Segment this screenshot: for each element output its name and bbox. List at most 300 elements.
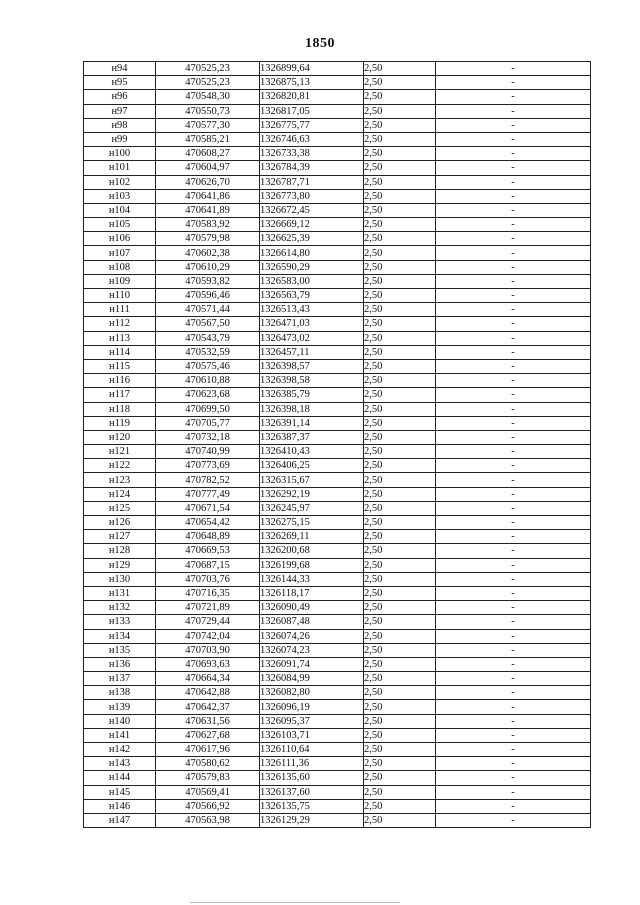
- description-cell: -: [436, 445, 591, 459]
- x-coordinate-cell: 470575,46: [156, 359, 260, 373]
- description-cell: -: [436, 686, 591, 700]
- description-cell: -: [436, 203, 591, 217]
- y-coordinate-cell: 1326090,49: [260, 601, 364, 615]
- table-row: [84, 62, 591, 76]
- point-id-cell: н113: [84, 331, 156, 345]
- y-coordinate-cell: 1326118,17: [260, 586, 364, 600]
- description-cell: -: [436, 657, 591, 671]
- accuracy-cell: 2,50: [364, 246, 436, 260]
- table-row: [84, 686, 591, 700]
- accuracy-cell: 2,50: [364, 289, 436, 303]
- point-id-cell: н145: [84, 785, 156, 799]
- y-coordinate-cell: 1326746,63: [260, 132, 364, 146]
- accuracy-cell: 2,50: [364, 430, 436, 444]
- y-coordinate-cell: 1326614,80: [260, 246, 364, 260]
- y-coordinate-cell: 1326200,68: [260, 544, 364, 558]
- x-coordinate-cell: 470580,62: [156, 757, 260, 771]
- accuracy-cell: 2,50: [364, 473, 436, 487]
- accuracy-cell: 2,50: [364, 203, 436, 217]
- x-coordinate-cell: 470687,15: [156, 558, 260, 572]
- description-cell: -: [436, 246, 591, 260]
- y-coordinate-cell: 1326292,19: [260, 487, 364, 501]
- accuracy-cell: 2,50: [364, 274, 436, 288]
- description-cell: -: [436, 359, 591, 373]
- point-id-cell: н138: [84, 686, 156, 700]
- point-id-cell: н130: [84, 572, 156, 586]
- point-id-cell: н146: [84, 799, 156, 813]
- y-coordinate-cell: 1326385,79: [260, 388, 364, 402]
- accuracy-cell: 2,50: [364, 501, 436, 515]
- point-id-cell: н120: [84, 430, 156, 444]
- description-cell: -: [436, 289, 591, 303]
- y-coordinate-cell: 1326387,37: [260, 430, 364, 444]
- accuracy-cell: 2,50: [364, 700, 436, 714]
- y-coordinate-cell: 1326095,37: [260, 714, 364, 728]
- x-coordinate-cell: 470716,35: [156, 586, 260, 600]
- x-coordinate-cell: 470773,69: [156, 459, 260, 473]
- point-id-cell: н124: [84, 487, 156, 501]
- x-coordinate-cell: 470703,90: [156, 643, 260, 657]
- accuracy-cell: 2,50: [364, 331, 436, 345]
- y-coordinate-cell: 1326110,64: [260, 743, 364, 757]
- point-id-cell: н144: [84, 771, 156, 785]
- description-cell: -: [436, 700, 591, 714]
- accuracy-cell: 2,50: [364, 813, 436, 827]
- table-row: [84, 289, 591, 303]
- accuracy-cell: 2,50: [364, 416, 436, 430]
- x-coordinate-cell: 470641,86: [156, 189, 260, 203]
- accuracy-cell: 2,50: [364, 132, 436, 146]
- accuracy-cell: 2,50: [364, 345, 436, 359]
- point-id-cell: н135: [84, 643, 156, 657]
- table-row: [84, 672, 591, 686]
- y-coordinate-cell: 1326398,57: [260, 359, 364, 373]
- description-cell: -: [436, 799, 591, 813]
- description-cell: -: [436, 374, 591, 388]
- description-cell: -: [436, 430, 591, 444]
- x-coordinate-cell: 470596,46: [156, 289, 260, 303]
- y-coordinate-cell: 1326471,03: [260, 317, 364, 331]
- y-coordinate-cell: 1326773,80: [260, 189, 364, 203]
- x-coordinate-cell: 470548,30: [156, 90, 260, 104]
- description-cell: -: [436, 90, 591, 104]
- y-coordinate-cell: 1326074,26: [260, 629, 364, 643]
- x-coordinate-cell: 470610,88: [156, 374, 260, 388]
- table-row: [84, 359, 591, 373]
- accuracy-cell: 2,50: [364, 76, 436, 90]
- table-row: [84, 388, 591, 402]
- accuracy-cell: 2,50: [364, 232, 436, 246]
- description-cell: -: [436, 757, 591, 771]
- table-row: [84, 189, 591, 203]
- accuracy-cell: 2,50: [364, 672, 436, 686]
- y-coordinate-cell: 1326457,11: [260, 345, 364, 359]
- x-coordinate-cell: 470648,89: [156, 530, 260, 544]
- table-row: [84, 175, 591, 189]
- description-cell: -: [436, 743, 591, 757]
- x-coordinate-cell: 470617,96: [156, 743, 260, 757]
- accuracy-cell: 2,50: [364, 374, 436, 388]
- point-id-cell: н96: [84, 90, 156, 104]
- accuracy-cell: 2,50: [364, 189, 436, 203]
- y-coordinate-cell: 1326398,58: [260, 374, 364, 388]
- point-id-cell: н142: [84, 743, 156, 757]
- table-row: [84, 799, 591, 813]
- y-coordinate-cell: 1326087,48: [260, 615, 364, 629]
- x-coordinate-cell: 470583,92: [156, 218, 260, 232]
- y-coordinate-cell: 1326135,60: [260, 771, 364, 785]
- accuracy-cell: 2,50: [364, 516, 436, 530]
- accuracy-cell: 2,50: [364, 615, 436, 629]
- table-row: [84, 90, 591, 104]
- accuracy-cell: 2,50: [364, 714, 436, 728]
- description-cell: -: [436, 147, 591, 161]
- table-row: [84, 643, 591, 657]
- x-coordinate-cell: 470604,97: [156, 161, 260, 175]
- x-coordinate-cell: 470729,44: [156, 615, 260, 629]
- x-coordinate-cell: 470693,63: [156, 657, 260, 671]
- y-coordinate-cell: 1326315,67: [260, 473, 364, 487]
- y-coordinate-cell: 1326563,79: [260, 289, 364, 303]
- table-row: [84, 218, 591, 232]
- description-cell: -: [436, 132, 591, 146]
- x-coordinate-cell: 470550,73: [156, 104, 260, 118]
- point-id-cell: н112: [84, 317, 156, 331]
- y-coordinate-cell: 1326269,11: [260, 530, 364, 544]
- point-id-cell: н140: [84, 714, 156, 728]
- description-cell: -: [436, 530, 591, 544]
- table-row: [84, 771, 591, 785]
- x-coordinate-cell: 470703,76: [156, 572, 260, 586]
- description-cell: -: [436, 118, 591, 132]
- point-id-cell: н116: [84, 374, 156, 388]
- point-id-cell: н109: [84, 274, 156, 288]
- accuracy-cell: 2,50: [364, 402, 436, 416]
- point-id-cell: н126: [84, 516, 156, 530]
- accuracy-cell: 2,50: [364, 643, 436, 657]
- accuracy-cell: 2,50: [364, 459, 436, 473]
- accuracy-cell: 2,50: [364, 586, 436, 600]
- description-cell: -: [436, 388, 591, 402]
- table-row: [84, 586, 591, 600]
- accuracy-cell: 2,50: [364, 657, 436, 671]
- x-coordinate-cell: 470671,54: [156, 501, 260, 515]
- point-id-cell: н95: [84, 76, 156, 90]
- accuracy-cell: 2,50: [364, 260, 436, 274]
- point-id-cell: н107: [84, 246, 156, 260]
- table-row: [84, 104, 591, 118]
- x-coordinate-cell: 470571,44: [156, 303, 260, 317]
- description-cell: -: [436, 714, 591, 728]
- y-coordinate-cell: 1326784,39: [260, 161, 364, 175]
- description-cell: -: [436, 331, 591, 345]
- x-coordinate-cell: 470563,98: [156, 813, 260, 827]
- point-id-cell: н106: [84, 232, 156, 246]
- table-row: [84, 430, 591, 444]
- table-row: [84, 657, 591, 671]
- point-id-cell: н136: [84, 657, 156, 671]
- x-coordinate-cell: 470669,53: [156, 544, 260, 558]
- description-cell: -: [436, 643, 591, 657]
- y-coordinate-cell: 1326875,13: [260, 76, 364, 90]
- table-row: [84, 118, 591, 132]
- description-cell: -: [436, 62, 591, 76]
- accuracy-cell: 2,50: [364, 530, 436, 544]
- table-row: [84, 601, 591, 615]
- description-cell: -: [436, 601, 591, 615]
- table-row: [84, 132, 591, 146]
- page-number: 1850: [305, 36, 335, 51]
- point-id-cell: н100: [84, 147, 156, 161]
- table-row: [84, 147, 591, 161]
- point-id-cell: н105: [84, 218, 156, 232]
- table-row: [84, 345, 591, 359]
- point-id-cell: н118: [84, 402, 156, 416]
- table-row: [84, 558, 591, 572]
- x-coordinate-cell: 470566,92: [156, 799, 260, 813]
- y-coordinate-cell: 1326410,43: [260, 445, 364, 459]
- table-row: [84, 260, 591, 274]
- accuracy-cell: 2,50: [364, 388, 436, 402]
- x-coordinate-cell: 470664,34: [156, 672, 260, 686]
- description-cell: -: [436, 771, 591, 785]
- accuracy-cell: 2,50: [364, 62, 436, 76]
- y-coordinate-cell: 1326082,80: [260, 686, 364, 700]
- description-cell: -: [436, 161, 591, 175]
- y-coordinate-cell: 1326787,71: [260, 175, 364, 189]
- x-coordinate-cell: 470782,52: [156, 473, 260, 487]
- accuracy-cell: 2,50: [364, 147, 436, 161]
- x-coordinate-cell: 470705,77: [156, 416, 260, 430]
- accuracy-cell: 2,50: [364, 218, 436, 232]
- point-id-cell: н123: [84, 473, 156, 487]
- point-id-cell: н117: [84, 388, 156, 402]
- table-row: [84, 402, 591, 416]
- point-id-cell: н121: [84, 445, 156, 459]
- x-coordinate-cell: 470610,29: [156, 260, 260, 274]
- y-coordinate-cell: 1326473,02: [260, 331, 364, 345]
- y-coordinate-cell: 1326091,74: [260, 657, 364, 671]
- point-id-cell: н102: [84, 175, 156, 189]
- table-row: [84, 445, 591, 459]
- table-row: [84, 487, 591, 501]
- description-cell: -: [436, 416, 591, 430]
- y-coordinate-cell: 1326406,25: [260, 459, 364, 473]
- y-coordinate-cell: 1326137,60: [260, 785, 364, 799]
- table-row: [84, 714, 591, 728]
- x-coordinate-cell: 470579,98: [156, 232, 260, 246]
- y-coordinate-cell: 1326625,39: [260, 232, 364, 246]
- description-cell: -: [436, 175, 591, 189]
- description-cell: -: [436, 728, 591, 742]
- y-coordinate-cell: 1326583,00: [260, 274, 364, 288]
- x-coordinate-cell: 470579,83: [156, 771, 260, 785]
- table-row: [84, 416, 591, 430]
- table-row: [84, 629, 591, 643]
- x-coordinate-cell: 470608,27: [156, 147, 260, 161]
- description-cell: -: [436, 274, 591, 288]
- table-row: [84, 374, 591, 388]
- point-id-cell: н129: [84, 558, 156, 572]
- table-row: [84, 331, 591, 345]
- y-coordinate-cell: 1326513,43: [260, 303, 364, 317]
- point-id-cell: н131: [84, 586, 156, 600]
- accuracy-cell: 2,50: [364, 799, 436, 813]
- y-coordinate-cell: 1326669,12: [260, 218, 364, 232]
- point-id-cell: н115: [84, 359, 156, 373]
- x-coordinate-cell: 470740,99: [156, 445, 260, 459]
- description-cell: -: [436, 473, 591, 487]
- table-row: [84, 572, 591, 586]
- y-coordinate-cell: 1326817,05: [260, 104, 364, 118]
- accuracy-cell: 2,50: [364, 445, 436, 459]
- accuracy-cell: 2,50: [364, 785, 436, 799]
- y-coordinate-cell: 1326103,71: [260, 728, 364, 742]
- point-id-cell: н99: [84, 132, 156, 146]
- accuracy-cell: 2,50: [364, 303, 436, 317]
- x-coordinate-cell: 470567,50: [156, 317, 260, 331]
- description-cell: -: [436, 544, 591, 558]
- point-id-cell: н143: [84, 757, 156, 771]
- point-id-cell: н137: [84, 672, 156, 686]
- point-id-cell: н132: [84, 601, 156, 615]
- point-id-cell: н125: [84, 501, 156, 515]
- accuracy-cell: 2,50: [364, 629, 436, 643]
- y-coordinate-cell: 1326590,29: [260, 260, 364, 274]
- y-coordinate-cell: 1326391,14: [260, 416, 364, 430]
- y-coordinate-cell: 1326129,29: [260, 813, 364, 827]
- scan-edge-line: [190, 902, 400, 903]
- table-row: [84, 317, 591, 331]
- y-coordinate-cell: 1326096,19: [260, 700, 364, 714]
- point-id-cell: н147: [84, 813, 156, 827]
- description-cell: -: [436, 345, 591, 359]
- x-coordinate-cell: 470543,79: [156, 331, 260, 345]
- table-row: [84, 813, 591, 827]
- accuracy-cell: 2,50: [364, 90, 436, 104]
- x-coordinate-cell: 470626,70: [156, 175, 260, 189]
- x-coordinate-cell: 470777,49: [156, 487, 260, 501]
- x-coordinate-cell: 470641,89: [156, 203, 260, 217]
- point-id-cell: н133: [84, 615, 156, 629]
- accuracy-cell: 2,50: [364, 728, 436, 742]
- table-row: [84, 303, 591, 317]
- table-row: [84, 161, 591, 175]
- point-id-cell: н94: [84, 62, 156, 76]
- description-cell: -: [436, 516, 591, 530]
- point-id-cell: н103: [84, 189, 156, 203]
- description-cell: -: [436, 501, 591, 515]
- x-coordinate-cell: 470623,68: [156, 388, 260, 402]
- y-coordinate-cell: 1326275,15: [260, 516, 364, 530]
- table-row: [84, 473, 591, 487]
- table-row: [84, 274, 591, 288]
- table-row: [84, 544, 591, 558]
- point-id-cell: н139: [84, 700, 156, 714]
- description-cell: -: [436, 76, 591, 90]
- table-row: [84, 700, 591, 714]
- accuracy-cell: 2,50: [364, 572, 436, 586]
- description-cell: -: [436, 189, 591, 203]
- y-coordinate-cell: 1326245,97: [260, 501, 364, 515]
- accuracy-cell: 2,50: [364, 175, 436, 189]
- description-cell: -: [436, 232, 591, 246]
- accuracy-cell: 2,50: [364, 359, 436, 373]
- table-row: [84, 728, 591, 742]
- point-id-cell: н104: [84, 203, 156, 217]
- x-coordinate-cell: 470593,82: [156, 274, 260, 288]
- point-id-cell: н101: [84, 161, 156, 175]
- table-row: [84, 76, 591, 90]
- description-cell: -: [436, 629, 591, 643]
- accuracy-cell: 2,50: [364, 544, 436, 558]
- accuracy-cell: 2,50: [364, 771, 436, 785]
- y-coordinate-cell: 1326398,18: [260, 402, 364, 416]
- accuracy-cell: 2,50: [364, 601, 436, 615]
- x-coordinate-cell: 470602,38: [156, 246, 260, 260]
- y-coordinate-cell: 1326135,75: [260, 799, 364, 813]
- table-row: [84, 232, 591, 246]
- x-coordinate-cell: 470631,56: [156, 714, 260, 728]
- table-row: [84, 743, 591, 757]
- accuracy-cell: 2,50: [364, 104, 436, 118]
- table-row: [84, 757, 591, 771]
- point-id-cell: н111: [84, 303, 156, 317]
- x-coordinate-cell: 470721,89: [156, 601, 260, 615]
- y-coordinate-cell: 1326074,23: [260, 643, 364, 657]
- description-cell: -: [436, 459, 591, 473]
- point-id-cell: н134: [84, 629, 156, 643]
- accuracy-cell: 2,50: [364, 487, 436, 501]
- description-cell: -: [436, 672, 591, 686]
- point-id-cell: н114: [84, 345, 156, 359]
- x-coordinate-cell: 470627,68: [156, 728, 260, 742]
- y-coordinate-cell: 1326084,99: [260, 672, 364, 686]
- table-row: [84, 246, 591, 260]
- table-row: [84, 501, 591, 515]
- x-coordinate-cell: 470742,04: [156, 629, 260, 643]
- description-cell: -: [436, 558, 591, 572]
- point-id-cell: н119: [84, 416, 156, 430]
- table-row: [84, 785, 591, 799]
- x-coordinate-cell: 470577,30: [156, 118, 260, 132]
- coordinates-table: [83, 61, 591, 828]
- table-row: [84, 516, 591, 530]
- table-row: [84, 459, 591, 473]
- coordinates-table-body: [84, 62, 591, 828]
- y-coordinate-cell: 1326672,45: [260, 203, 364, 217]
- description-cell: -: [436, 572, 591, 586]
- description-cell: -: [436, 813, 591, 827]
- description-cell: -: [436, 615, 591, 629]
- point-id-cell: н127: [84, 530, 156, 544]
- y-coordinate-cell: 1326775,77: [260, 118, 364, 132]
- x-coordinate-cell: 470525,23: [156, 62, 260, 76]
- point-id-cell: н98: [84, 118, 156, 132]
- point-id-cell: н110: [84, 289, 156, 303]
- x-coordinate-cell: 470699,50: [156, 402, 260, 416]
- description-cell: -: [436, 104, 591, 118]
- description-cell: -: [436, 303, 591, 317]
- accuracy-cell: 2,50: [364, 686, 436, 700]
- accuracy-cell: 2,50: [364, 161, 436, 175]
- description-cell: -: [436, 260, 591, 274]
- y-coordinate-cell: 1326820,81: [260, 90, 364, 104]
- y-coordinate-cell: 1326144,33: [260, 572, 364, 586]
- y-coordinate-cell: 1326899,64: [260, 62, 364, 76]
- x-coordinate-cell: 470569,41: [156, 785, 260, 799]
- y-coordinate-cell: 1326199,68: [260, 558, 364, 572]
